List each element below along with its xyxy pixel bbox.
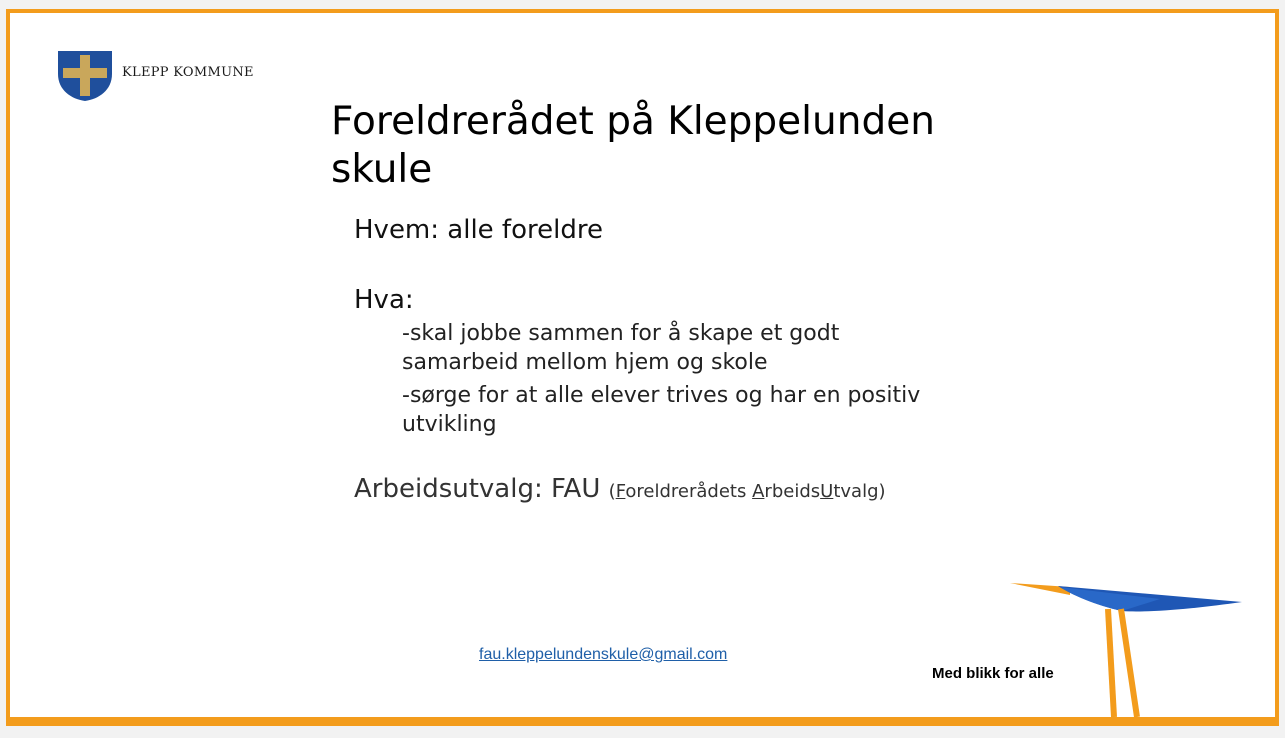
email-link[interactable]: fau.kleppelundenskule@gmail.com <box>479 646 728 663</box>
what-label: Hva: <box>354 285 414 315</box>
what-item-1: -skal jobbe sammen for å skape et godt samarbeid mellom hjem og skole <box>402 321 840 375</box>
who-line: Hvem: alle foreldre <box>354 215 603 245</box>
what-item-2: -sørge for at alle elever trives og har en positiv utvikling <box>402 383 921 437</box>
fau-expansion: (Foreldrerådets ArbeidsUtvalg) <box>608 481 886 502</box>
slide-title: Foreldrerådet på Kleppelunden skule <box>331 99 935 192</box>
fau-main: Arbeidsutvalg: FAU <box>354 474 609 504</box>
slogan: Med blikk for alle <box>932 665 1054 682</box>
fau-line <box>354 474 886 504</box>
org-name: KLEPP KOMMUNE <box>122 65 254 80</box>
coat-of-arms-cross-icon <box>57 50 113 106</box>
heron-bird-icon <box>1000 575 1250 724</box>
